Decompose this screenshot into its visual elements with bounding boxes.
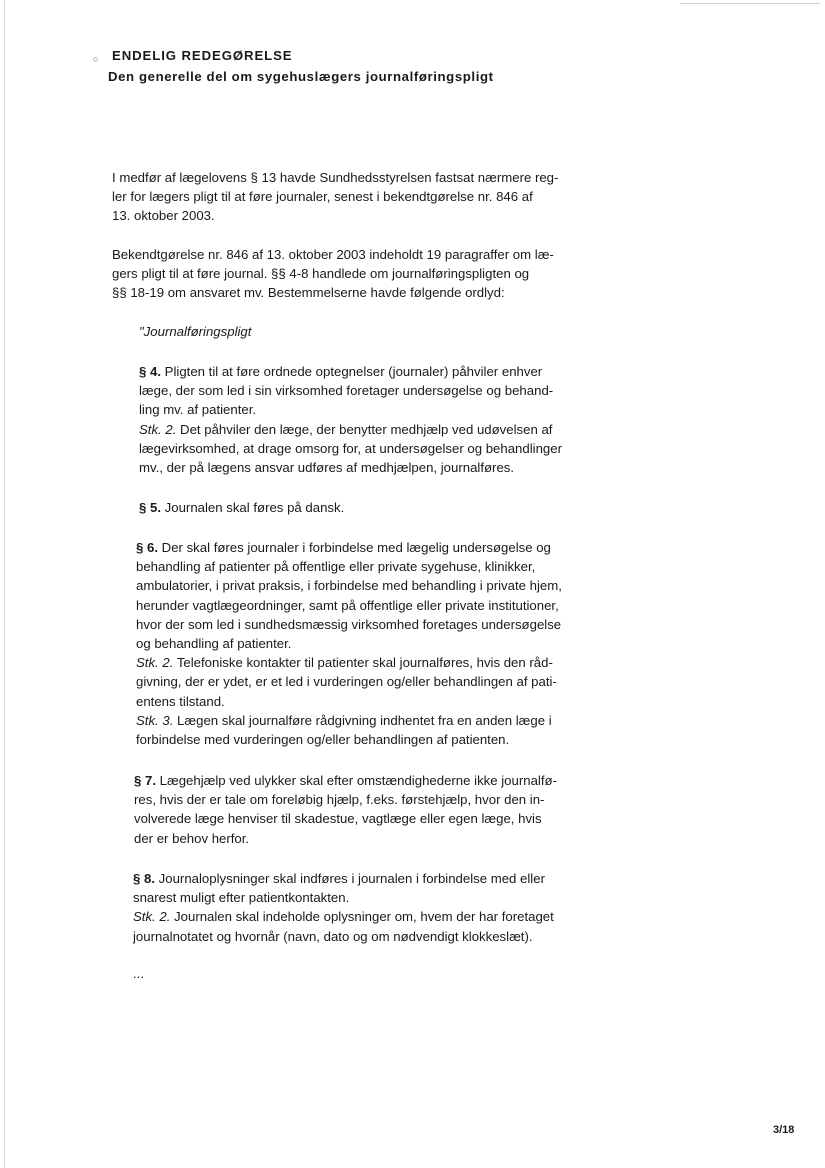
text-line: gers pligt til at føre journal. §§ 4-8 handlede om journalføringspligten og xyxy=(112,266,530,282)
section-5 xyxy=(139,498,344,517)
section-mark: § 7. xyxy=(134,773,156,788)
section-mark: § 4. xyxy=(139,364,161,379)
text-line: ling mv. af patienter. xyxy=(139,402,257,418)
quote-heading: "Journalføringspligt xyxy=(139,324,252,339)
text-line: behandling af patienter på offentlige eller private sygehuse, klinikker, xyxy=(136,559,536,575)
section-mark: § 5. xyxy=(139,500,161,515)
text-line: der er behov herfor. xyxy=(134,830,250,846)
text-line: og behandling af patienter. xyxy=(136,636,292,652)
text-line: hvor der som led i sundhedsmæssig virksomhed foretages undersøgelse xyxy=(136,616,562,632)
text-line: mv., der på lægens ansvar udføres af medhjælpen, journalføres. xyxy=(139,460,515,476)
text-line: Bekendtgørelse nr. 846 af 13. oktober 2003 indeholdt 19 paragraffer om læ- xyxy=(112,247,554,262)
section-4 xyxy=(139,362,562,477)
text-line: Pligten til at føre ordnede optegnelser (journaler) påhviler enhver xyxy=(161,364,543,379)
text-line: lægevirksomhed, at drage omsorg for, at undersøgelser og behandlinger xyxy=(139,440,562,456)
text-line: entens tilstand. xyxy=(136,693,225,709)
text-line: ambulatorier, i privat praksis, i forbindelse med behandling i private hjem, xyxy=(136,578,562,594)
stk-label: Stk. 2. xyxy=(133,909,171,925)
intro-paragraph xyxy=(112,168,558,226)
text-line: Journalen skal indeholde oplysninger om, hvem der har foretaget xyxy=(170,909,554,925)
text-line: Telefoniske kontakter til patienter skal journalføres, hvis den råd- xyxy=(173,655,553,671)
section-8 xyxy=(133,869,554,946)
text-line: volverede læge henviser til skadestue, vagtlæge eller egen læge, hvis xyxy=(134,811,542,827)
text-line: journalnotatet og hvornår (navn, dato og om nødvendigt klokkeslæt). xyxy=(133,928,533,944)
text-line: ler for lægers pligt til at føre journaler, senest i bekendtgørelse nr. 846 af xyxy=(112,189,533,205)
section-mark: § 6. xyxy=(136,540,158,555)
text-line: res, hvis der er tale om foreløbig hjælp, f.eks. førstehjælp, hvor den in- xyxy=(134,792,545,808)
text-line: Lægehjælp ved ulykker skal efter omstændighederne ikke journalfø- xyxy=(156,773,557,788)
text-line: forbindelse med vurderingen og/eller behandlingen af patienten. xyxy=(136,732,510,748)
header-title: Den generelle del om sygehuslægers journalføringspligt xyxy=(108,69,494,84)
section-7 xyxy=(134,771,557,848)
scan-edge-line xyxy=(4,0,5,1168)
text-line: herunder vagtlægeordninger, samt på offentlige eller private institutioner, xyxy=(136,597,559,613)
bekendtgorelse-paragraph xyxy=(112,245,554,303)
section-6 xyxy=(136,538,562,749)
page-number: 3/18 xyxy=(773,1124,795,1136)
scan-edge-line xyxy=(680,3,820,4)
quote-ellipsis: ... xyxy=(133,966,144,981)
text-line: Journalen skal føres på dansk. xyxy=(161,500,345,515)
text-line: givning, der er ydet, er et led i vurderingen og/eller behandlingen af pati- xyxy=(136,674,557,690)
text-line: 13. oktober 2003. xyxy=(112,208,215,224)
text-line: snarest muligt efter patientkontakten. xyxy=(133,890,350,906)
text-line: Der skal føres journaler i forbindelse med lægelig undersøgelse og xyxy=(158,540,551,555)
text-line: Journaloplysninger skal indføres i journalen i forbindelse med eller xyxy=(155,871,545,886)
section-mark: § 8. xyxy=(133,871,155,886)
stk-label: Stk. 3. xyxy=(136,712,174,728)
text-line: læge, der som led i sin virksomhed foretager undersøgelse og behand- xyxy=(139,383,554,399)
text-line: Det påhviler den læge, der benytter medhjælp ved udøvelsen af xyxy=(176,421,553,437)
scan-dot-mark: ○ xyxy=(93,54,99,64)
stk-label: Stk. 2. xyxy=(136,655,174,671)
stk-label: Stk. 2. xyxy=(139,421,177,437)
text-line: §§ 18-19 om ansvaret mv. Bestemmelserne havde følgende ordlyd: xyxy=(112,285,505,301)
text-line: I medfør af lægelovens § 13 havde Sundhedsstyrelsen fastsat nærmere reg- xyxy=(112,170,559,185)
header-kicker: ENDELIG REDEGØRELSE xyxy=(112,48,293,63)
text-line: Lægen skal journalføre rådgivning indhentet fra en anden læge i xyxy=(173,712,552,728)
